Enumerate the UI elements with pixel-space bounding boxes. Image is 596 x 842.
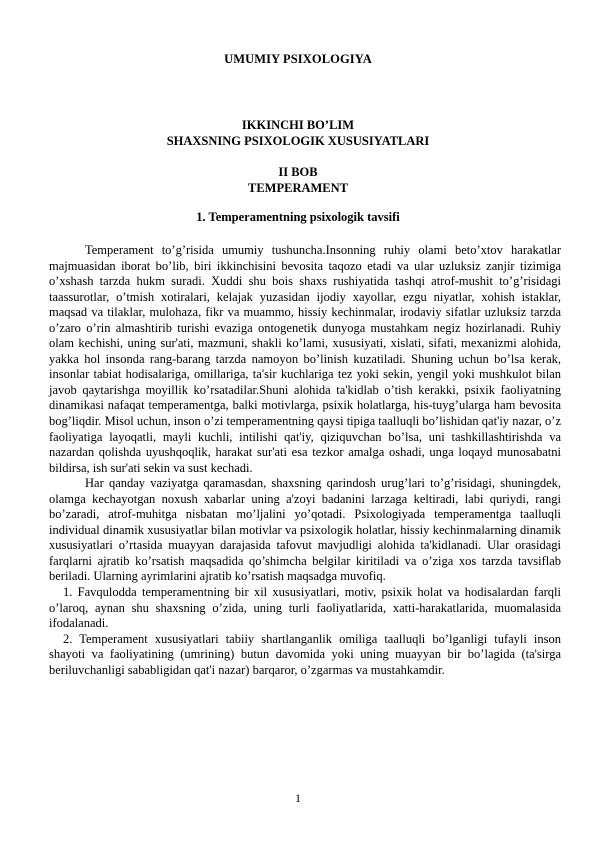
list-item: 1. Favqulodda temperamentning bir xil xususiyatlari, motiv, psixik holat va hodisalardan farqli o’laroq, aynan shu shaxsning o’zida, uning turli faoliyatlarida, xatti-harakatlarida, muomalasida ifodalanadi. [49, 585, 561, 631]
paragraph: Temperament to’g’risida umumiy tushuncha.Insonning ruhiy olami beto’xtov harakatlar majmuasidan iborat bo’lib, biri ikkinchisini bevosita taqozo etadi va ular uzluksiz zanjir tizimiga o’xshash tarzda hukm suradi. Xuddi shu bois shaxs rushiyatida tashqi atrof-mushit to’g’risidagi taassurotlar, o’tmish xotiralari, kelajak yuzasidan ijodiy xayollar, ezgu niyatlar, xohish istaklar, maqsad va tilaklar, mulohaza, fikr va muammo, hissiy kechinmalar, irodaviy sifatlar uzluksiz tarzda o’zaro o’rin almashtirib turishi evaziga ontogenetik dunyoga mustahkam negiz hozirlanadi. Ruhiy olam kechishi, uning sur'ati, mazmuni, shakli ko’lami, xususiyati, xislati, sifati, mexanizmi alohida, yakka hol insonda rang-barang tarzda namoyon bo’linish kuzatiladi. Shuning uchun bo’lsa kerak, insonlar tabiat hodisalariga, omillariga, ta'sir kuchlariga tez yoki sekin, yengil yoki mushkulot bilan javob qaytarishga moyillik ko’rsatadilar.Shuni alohida ta'kidlab o’tish kerakki, psixik faoliyatning dinamikasi nafaqat temperamentga, balki motivlarga, psixik holatlarga, his-tuyg’ularga ham bevosita bog’liqdir. Misol uchun, inson o’zi temperamentning qaysi tipiga taalluqli bo’lishidan qat'iy nazar, o’z faoliyatiga layoqatli, mayli kuchli, intilishi qat'iy, qiziquvchan bo’lsa, uni tashkillashtirishda va nazardan qolishda uyushqoqlik, harakat sur'ati esa tezkor amalga oshadi, unga loqayd munosabatni bildirsa, ish sur'ati sekin va sust kechadi. [49, 243, 561, 475]
list-item: 2. Temperament xususiyatlari tabiiy shartlanganlik omiliga taalluqli bo’lganligi tufayli inson shayoti va faoliyatining (umrining) butun davomida yoki uning muayyan bir bo’lagida (ta'sirga beriluvchanligi sababligidan qat'i nazar) barqaror, o’zgarmas va mustahkamdir. [49, 631, 561, 677]
part-heading [0, 118, 596, 149]
page-number: 1 [295, 791, 301, 805]
chapter-title: TEMPERAMENT [248, 180, 348, 195]
part-title: SHAXSNING PSIXOLOGIK XUSUSIYATLARI [166, 133, 430, 148]
part-number: IKKINCHI BO’LIM [241, 118, 355, 132]
body-text [49, 243, 561, 678]
section-title: 1. Temperamentning psixologik tavsifi [196, 210, 400, 224]
paragraph: Har qanday vaziyatga qaramasdan, shaxsning qarindosh urug’lari to’g’risidagi, shuningdek, olamga kechayotgan noxush xabarlar uning a'zoyi badanini larzaga keltiradi, labi quriydi, rangi bo’zaradi, atrof-muhitga nisbatan mo’ljalini yo’qotadi. Psixologiyada temperamentga taalluqli individual dinamik xususiyatlar bilan motivlar va psixologik holatlar, hissiy kechinmalarning dinamik xususiyatlari o’rtasida muayyan darajasida tafovut mavjudligi alohida ta'kidlanadi. Ular orasidagi farqlarni ajratib ko’rsatish maqsadida qo’shimcha belgilar kiritiladi va o’ziga xos tarzda tavsiflab beriladi. Ularning ayrimlarini ajratib ko’rsatish maqsadga muvofiq. [49, 476, 561, 584]
chapter-heading [0, 165, 596, 196]
chapter-number: II BOB [278, 165, 318, 179]
document-title: UMUMIY PSIXOLOGIYA [224, 52, 372, 66]
